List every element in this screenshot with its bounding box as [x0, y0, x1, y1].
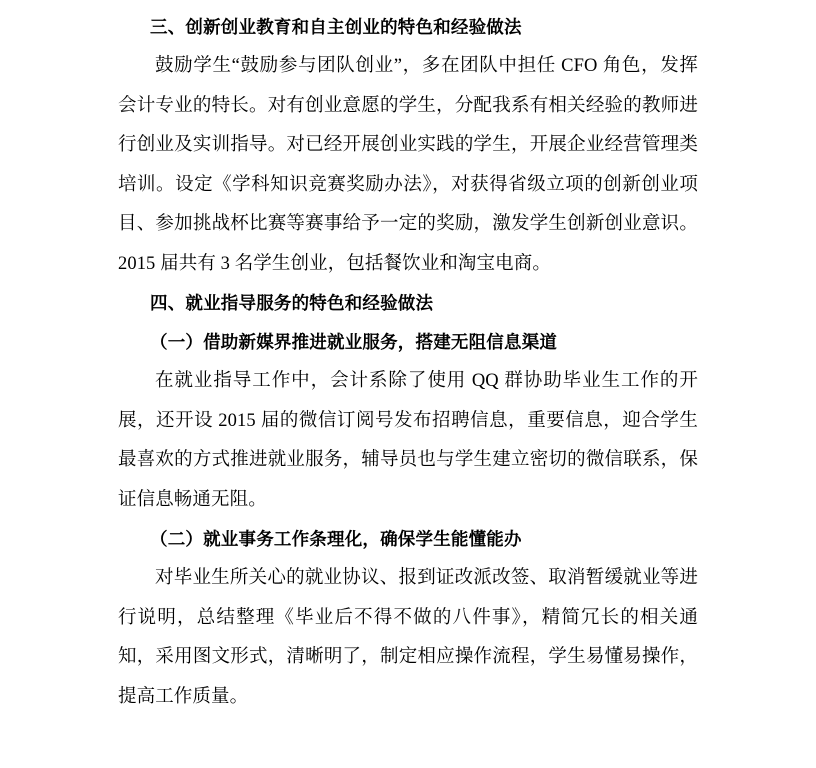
subsection-heading-one: （一）借助新媒界推进就业服务，搭建无阻信息渠道 — [150, 332, 558, 352]
section-heading-four: 四、就业指导服务的特色和经验做法 — [150, 293, 434, 313]
paragraph-new-media-service: 在就业指导工作中，会计系除了使用 QQ 群协助毕业生工作的开展，还开设 2015 届的微信订阅号发布招聘信息，重要信息，迎合学生最喜欢的方式推进就业服务，辅导员也与学生建立密切的微信联系，保证信息畅通无阻。 — [118, 371, 698, 510]
subsection-heading-two: （二）就业事务工作条理化，确保学生能懂能办 — [150, 529, 522, 549]
document-body — [118, 8, 698, 717]
section-heading-three: 三、创新创业教育和自主创业的特色和经验做法 — [150, 17, 522, 37]
paragraph-employment-affairs: 对毕业生所关心的就业协议、报到证改派改签、取消暂缓就业等进行说明，总结整理《毕业后不得不做的八件事》，精简冗长的相关通知，采用图文形式，清晰明了，制定相应操作流程，学生易懂易操作，提高工作质量。 — [118, 568, 698, 707]
paragraph-innovation-entrepreneurship: 鼓励学生“鼓励参与团队创业”，多在团队中担任 CFO 角色，发挥会计专业的特长。对有创业意愿的学生，分配我系有相关经验的教师进行创业及实训指导。对已经开展创业实践的学生，开展企业经营管理类培训。设定《学科知识竞赛奖励办法》，对获得省级立项的创新创业项目、参加挑战杯比赛等赛事给予一定的奖励，激发学生创新创业意识。2015 届共有 3 名学生创业，包括餐饮业和淘宝电商。 — [118, 56, 698, 274]
